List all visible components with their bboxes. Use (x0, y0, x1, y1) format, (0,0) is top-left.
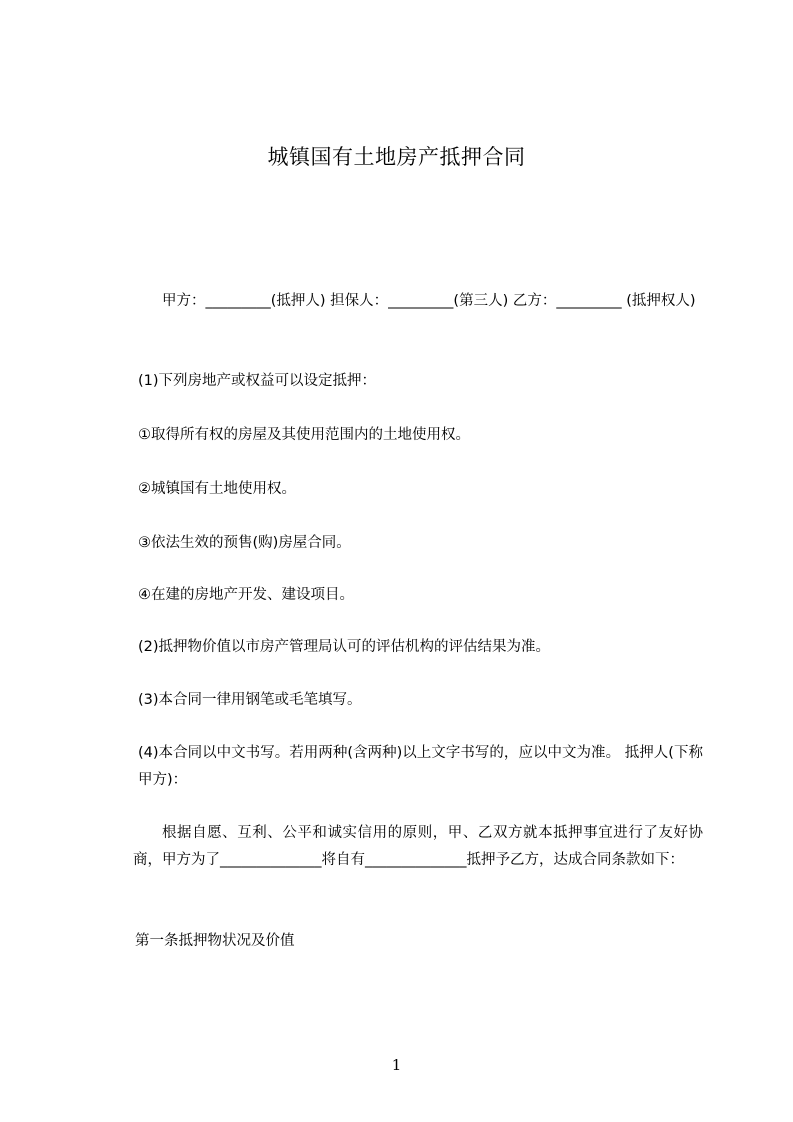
clause-1-item-4: ④在建的房地产开发、建设项目。 (138, 587, 354, 603)
clause-1-item-3: ③依法生效的预售(购)房屋合同。 (138, 535, 351, 551)
clause-1: (1)下列房地产或权益可以设定抵押： (138, 373, 377, 389)
clause-1-item-2: ②城镇国有土地使用权。 (138, 481, 296, 497)
article-1-heading: 第一条抵押物状况及价值 (135, 933, 295, 949)
clause-1-item-1: ①取得所有权的房屋及其使用范围内的土地使用权。 (138, 427, 470, 443)
page-number: 1 (391, 1056, 402, 1074)
clause-2: (2)抵押物价值以市房产管理局认可的评估机构的评估结果为准。 (138, 639, 551, 655)
page-title: 城镇国有土地房产抵押合同 (267, 145, 526, 169)
clause-4: (4)本合同以中文书写。若用两种(含两种)以上文字书写的，应以中文为准。 抵押人(下称甲方)： (138, 745, 703, 788)
preamble: 根据自愿、互利、公平和诚实信用的原则，甲、乙双方就本抵押事宜进行了友好协商，甲方为了______________将自有______________抵押予乙方，达成合同条款如下： (133, 825, 703, 868)
clause-3: (3)本合同一律用钢笔或毛笔填写。 (138, 692, 362, 708)
parties-line: 甲方：_________(抵押人) 担保人：_________(第三人) 乙方：_________ (抵押权人) (162, 293, 696, 309)
